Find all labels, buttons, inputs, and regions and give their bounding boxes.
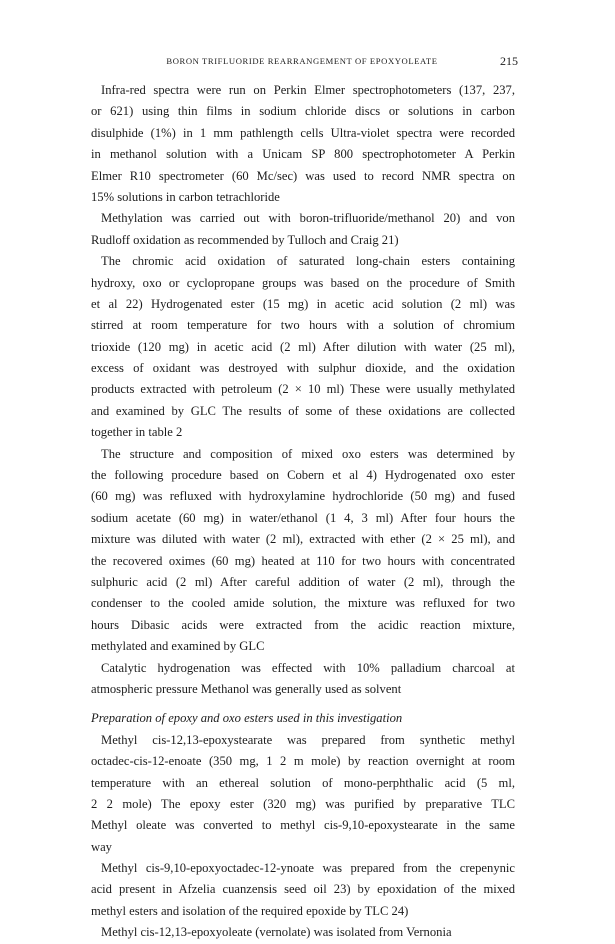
text-line: in methanol solution with a Unicam SP 800 spectrophotometer A Perkin	[91, 147, 515, 162]
paragraph-chromic-oxidation	[91, 251, 515, 444]
section-heading: Preparation of epoxy and oxo esters used in this investigation	[91, 711, 403, 726]
paragraph-vernolate	[91, 922, 515, 943]
text-line: et al 22) Hydrogenated ester (15 mg) in acetic acid solution (2 ml) was	[91, 296, 515, 311]
section-gap	[91, 700, 515, 708]
text-line: the following procedure based on Cobern et al 4) Hydrogenated oxo ester	[91, 468, 515, 483]
text-line: octadec-cis-12-enoate (350 mg, 1 2 m mole) by reaction overnight at room	[91, 754, 515, 769]
text-line: Methyl cis-12,13-epoxyoleate (vernolate) was isolated from Vernonia	[101, 925, 452, 940]
text-line: The structure and composition of mixed oxo esters was determined by	[101, 446, 515, 461]
text-line: Methyl oleate was converted to methyl cis-9,10-epoxystearate in the same	[91, 818, 515, 833]
text-line: Catalytic hydrogenation was effected with 10% palladium charcoal at	[101, 660, 515, 675]
text-line: sodium acetate (60 mg) in water/ethanol (1 4, 3 ml) After four hours the	[91, 510, 515, 525]
paragraph-epoxystearate	[91, 730, 515, 858]
text-line: Methyl cis-12,13-epoxystearate was prepared from synthetic methyl	[101, 732, 515, 747]
text-line: mixture was diluted with water (2 ml), extracted with ether (2 × 25 ml), and	[91, 532, 515, 547]
paragraph-ir-spectra	[91, 80, 515, 208]
text-line: and examined by GLC The results of some of these oxidations are collected	[91, 403, 515, 418]
text-line: Methyl cis-9,10-epoxyoctadec-12-ynoate was prepared from the crepenynic	[101, 861, 515, 876]
body-text	[91, 80, 515, 944]
text-line: way	[91, 839, 112, 854]
text-line: hydroxy, oxo or cyclopropane groups was based on the procedure of Smith	[91, 275, 515, 290]
text-line: atmospheric pressure Methanol was generally used as solvent	[91, 681, 402, 696]
text-line: Infra-red spectra were run on Perkin Elmer spectrophotometers (137, 237,	[101, 83, 515, 97]
paragraph-hydrogenation	[91, 658, 515, 701]
paragraph-epoxyoctadecynoate	[91, 858, 515, 922]
text-line: excess of oxidant was destroyed with sulphur dioxide, and the oxidation	[91, 361, 515, 376]
text-line: trioxide (120 mg) in acetic acid (2 ml) After dilution with water (25 ml),	[91, 339, 515, 354]
text-line: (60 mg) was refluxed with hydroxylamine hydrochloride (50 mg) and fused	[91, 489, 515, 504]
text-line: stirred at room temperature for two hours with a solution of chromium	[91, 318, 515, 333]
text-line: the recovered oximes (60 mg) heated at 110 for two hours with concentrated	[91, 553, 515, 568]
text-line: sulphuric acid (2 ml) After careful addition of water (2 ml), through the	[91, 574, 515, 589]
paragraph-oxo-esters-structure	[91, 444, 515, 658]
text-line: together in table 2	[91, 425, 183, 440]
text-line: temperature with an ethereal solution of mono-perphthalic acid (5 ml,	[91, 775, 515, 790]
text-line: Rudloff oxidation as recommended by Tulloch and Craig 21)	[91, 232, 399, 247]
running-head: BORON TRIFLUORIDE REARRANGEMENT OF EPOXYOLEATE	[166, 56, 438, 66]
text-line: products extracted with petroleum (2 × 10 ml) These were usually methylated	[91, 382, 515, 397]
text-line: Methylation was carried out with boron-trifluoride/methanol 20) and von	[101, 211, 515, 226]
text-line: Elmer R10 spectrometer (60 Mc/sec) was used to record NMR spectra on	[91, 168, 515, 183]
text-line: condenser to the cooled amide solution, the mixture was refluxed for two	[91, 596, 515, 611]
text-line: 15% solutions in carbon tetrachloride	[91, 189, 280, 204]
paragraph-methylation	[91, 208, 515, 251]
text-line: or 621) using thin films in sodium chloride discs or solutions in carbon	[91, 104, 515, 119]
text-line: The chromic acid oxidation of saturated long-chain esters containing	[101, 254, 515, 269]
text-line: hours Dibasic acids were extracted from the acidic reaction mixture,	[91, 617, 515, 632]
text-line: acid present in Afzelia cuanzensis seed oil 23) by epoxidation of the mixed	[91, 882, 515, 897]
text-line: 2 2 mole) The epoxy ester (320 mg) was purified by preparative TLC	[91, 796, 515, 811]
text-line: methyl esters and isolation of the required epoxide by TLC 24)	[91, 903, 409, 918]
text-line: disulphide (1%) in 1 mm pathlength cells Ultra-violet spectra were recorded	[91, 125, 515, 140]
text-line: methylated and examined by GLC	[91, 639, 265, 654]
page-number: 215	[500, 54, 518, 68]
